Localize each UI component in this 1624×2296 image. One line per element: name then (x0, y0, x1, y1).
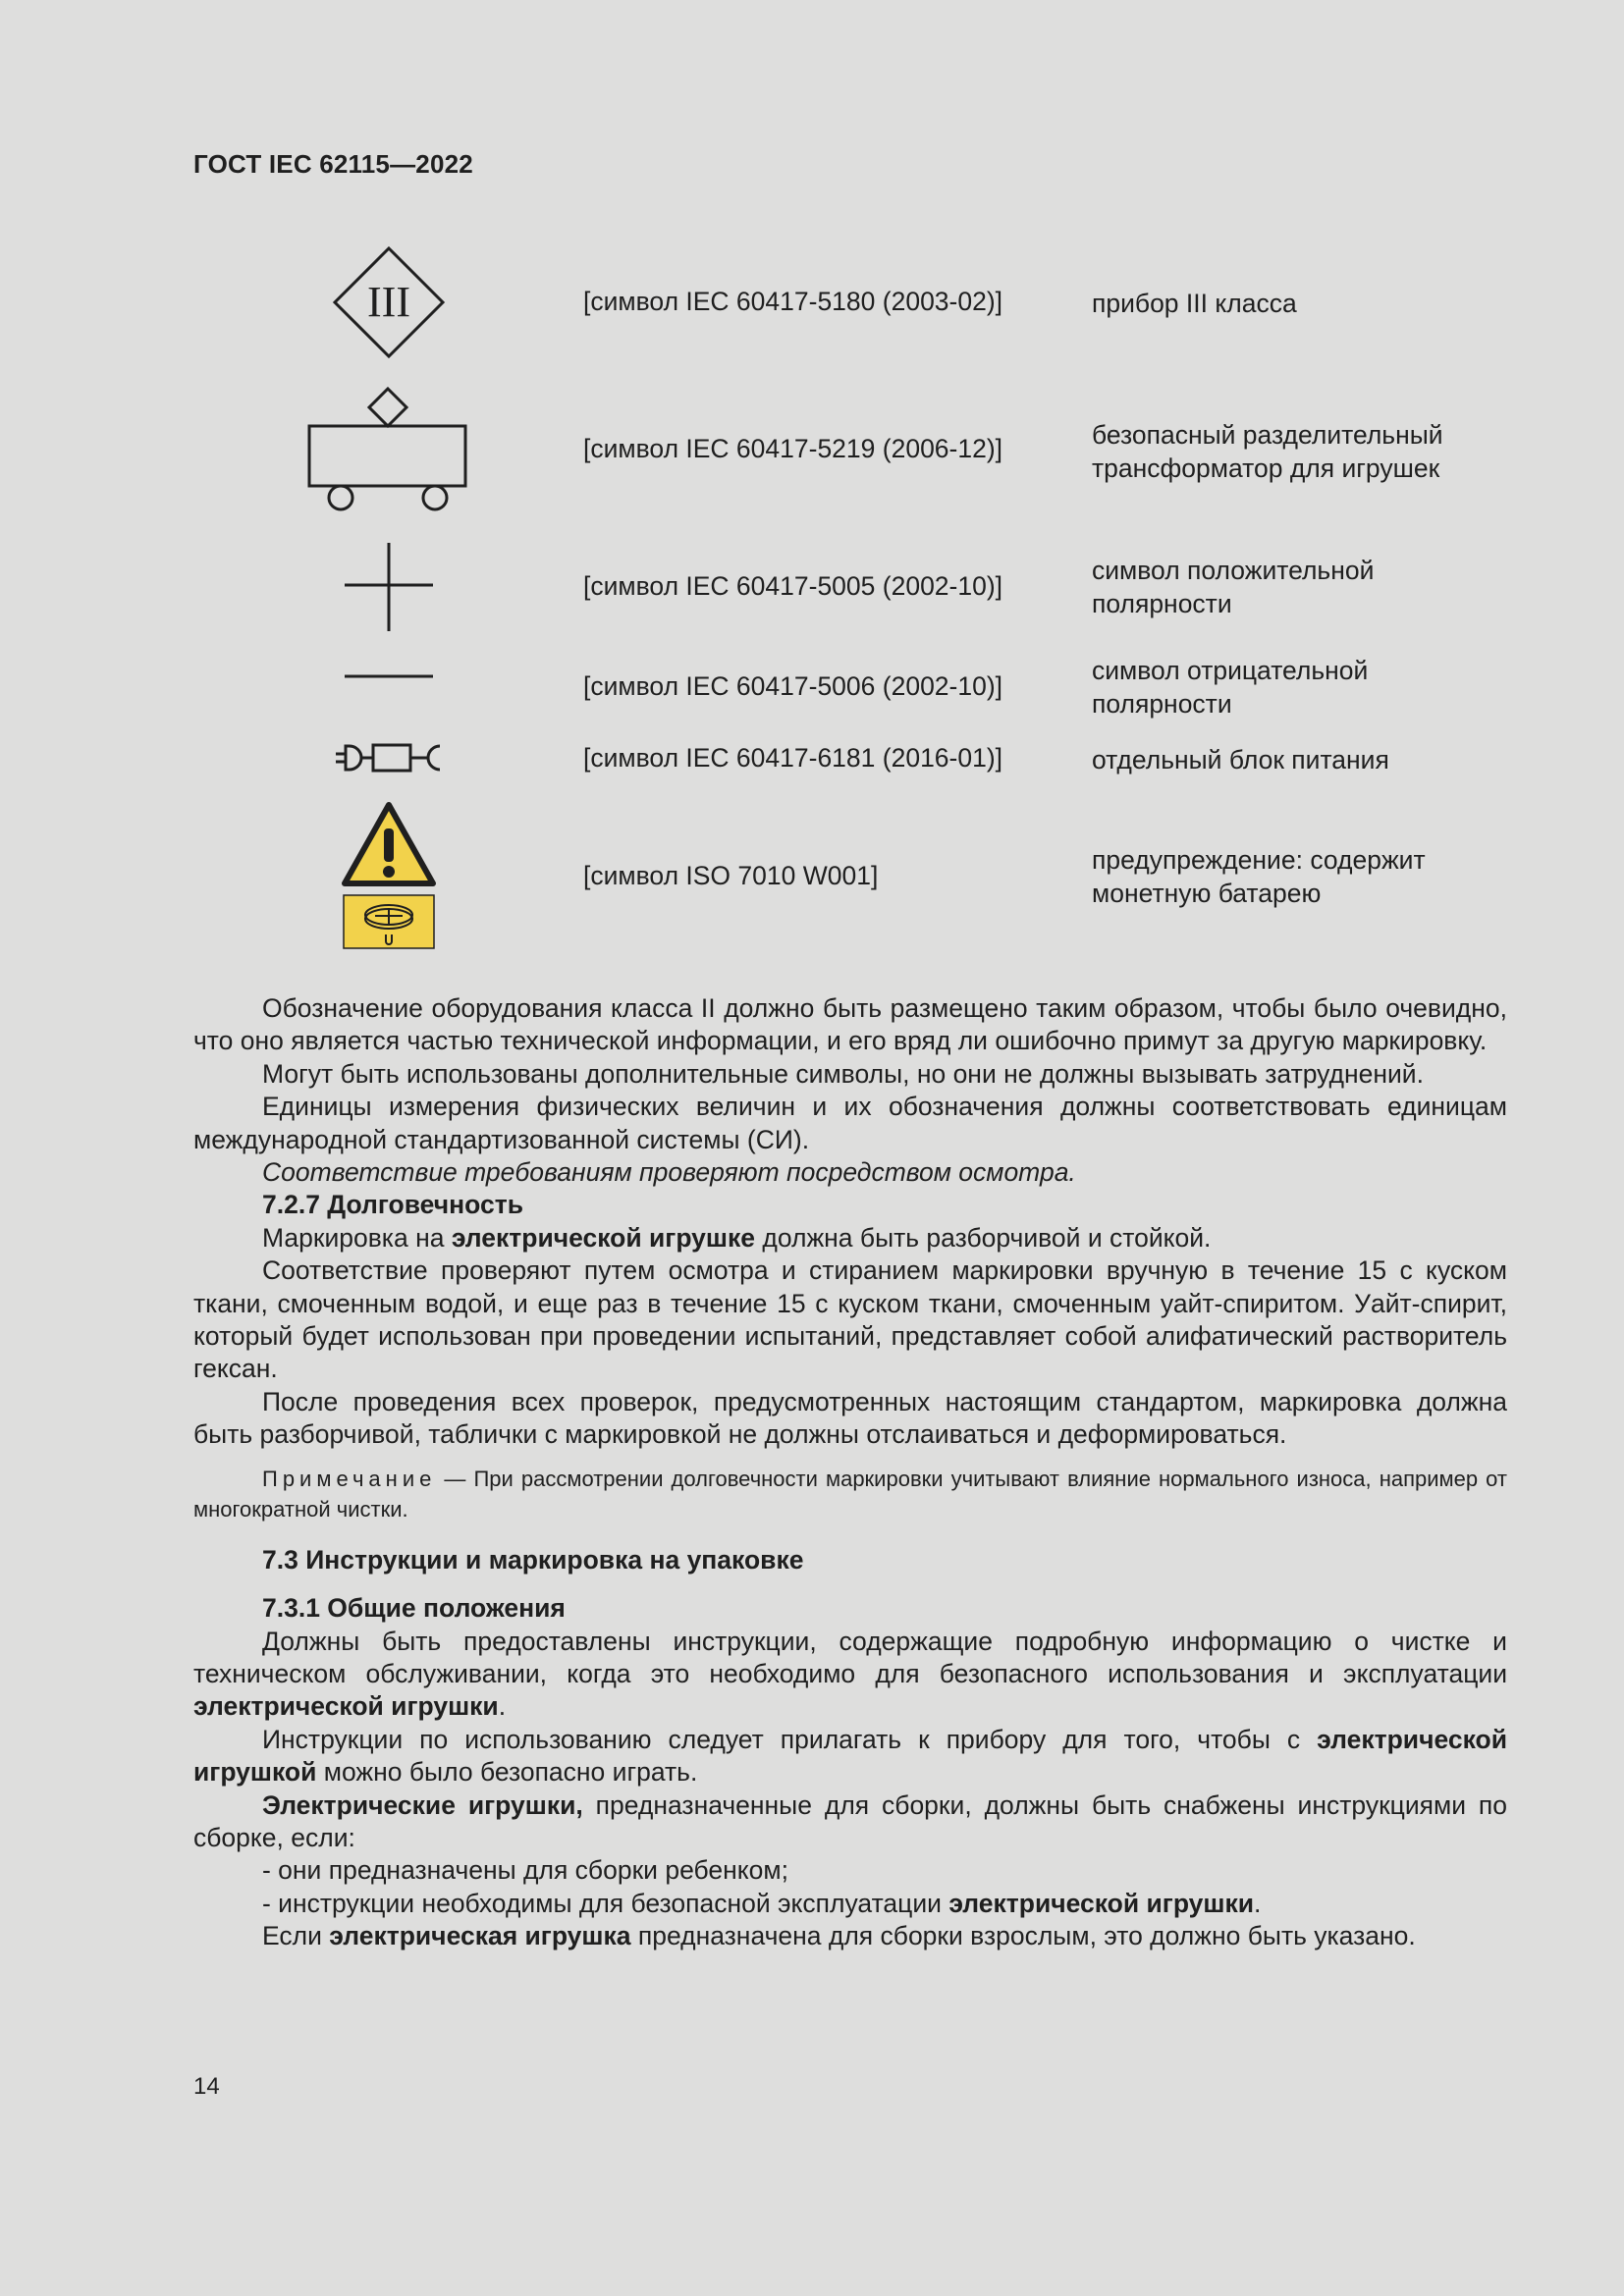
symbol-description: прибор III класса (1092, 289, 1297, 318)
paragraph: Должны быть предоставлены инструкции, содержащие подробную информацию о чистке и техническом обслуживании, когда это необходимо для безопасного использования и эксплуатации электрической игрушки. (193, 1626, 1507, 1722)
svg-text:III: III (367, 278, 410, 326)
symbol-description: символ отрицательной полярности (1092, 656, 1369, 719)
negative-polarity-icon (345, 671, 433, 681)
positive-polarity-icon (343, 541, 435, 633)
symbol-reference: [символ IEC 60417-5006 (2002-10)] (583, 671, 1003, 701)
paragraph: Единицы измерения физических величин и их обозначения должны соответствовать единицам международной стандартизованной системы (СИ). (193, 1092, 1507, 1154)
section-heading-7-2-7: 7.2.7 Долговечность (262, 1190, 523, 1220)
symbol-description: предупреждение: содержит монетную батарею (1092, 845, 1426, 908)
note-label: Примечание (262, 1466, 437, 1491)
symbol-reference: [символ ISO 7010 W001] (583, 861, 879, 890)
separate-power-supply-unit-icon (334, 741, 444, 774)
paragraph: Инструкции по использованию следует прилагать к прибору для того, чтобы с электрической игрушкой можно было безопасно играть. (193, 1724, 1507, 1788)
safety-isolating-transformer-toy-icon (306, 386, 473, 513)
symbol-reference: [символ IEC 60417-6181 (2016-01)] (583, 743, 1003, 773)
paragraph: Могут быть использованы дополнительные символы, но они не должны вызывать затруднений. (262, 1058, 1424, 1089)
paragraph: Обозначение оборудования класса II должно быть размещено таким образом, чтобы было очевидно, что оно является частью технической информации, и его вряд ли ошибочно примут за другую маркировку. (193, 993, 1507, 1056)
body-text (193, 992, 1507, 1953)
symbol-reference: [символ IEC 60417-5219 (2006-12)] (583, 434, 1003, 463)
paragraph-compliance: Соответствие требованиям проверяют посредством осмотра. (262, 1157, 1076, 1188)
paragraph: После проведения всех проверок, предусмотренных настоящим стандартом, маркировка должна быть разборчивой, таблички с маркировкой не должны отслаиваться и деформироваться. (193, 1386, 1507, 1450)
document-header: ГОСТ IEC 62115—2022 (193, 149, 473, 179)
list-item: - они предназначены для сборки ребенком; (262, 1855, 788, 1886)
section-heading-7-3: 7.3 Инструкции и маркировка на упаковке (262, 1544, 804, 1575)
paragraph: Если электрическая игрушка предназначена для сборки взрослым, это должно быть указано. (262, 1921, 1416, 1951)
symbol-description: отдельный блок питания (1092, 745, 1389, 774)
symbol-reference: [символ IEC 60417-5005 (2002-10)] (583, 571, 1003, 601)
symbol-reference: [символ IEC 60417-5180 (2003-02)] (583, 287, 1003, 316)
list-item: - инструкции необходимы для безопасной эксплуатации электрической игрушки. (262, 1888, 1262, 1918)
note: Примечание — При рассмотрении долговечности маркировки учитывают влияние нормального износа, например от многократной чистки. (193, 1466, 1507, 1522)
paragraph: Соответствие проверяют путем осмотра и стиранием маркировки вручную в течение 15 с куском ткани, смоченным водой, и еще раз в течение 15 с куском ткани, смоченным уайт-спиритом. Уайт-спирит, который будет использован при проведении испытаний, представляет собой алифатический растворитель гексан. (193, 1255, 1507, 1384)
page-number: 14 (193, 2073, 220, 2100)
paragraph: Электрические игрушки, предназначенные для сборки, должны быть снабжены инструкциями по сборке, если: (193, 1789, 1508, 1852)
paragraph: Маркировка на электрической игрушке должна быть разборчивой и стойкой. (262, 1222, 1212, 1253)
symbol-description: безопасный разделительный трансформатор для игрушек (1092, 420, 1443, 483)
class-iii-diamond-icon (332, 245, 446, 359)
symbol-description: символ положительной полярности (1092, 556, 1375, 618)
section-heading-7-3-1: 7.3.1 Общие положения (262, 1593, 566, 1624)
warning-coin-battery-icon (341, 801, 437, 950)
